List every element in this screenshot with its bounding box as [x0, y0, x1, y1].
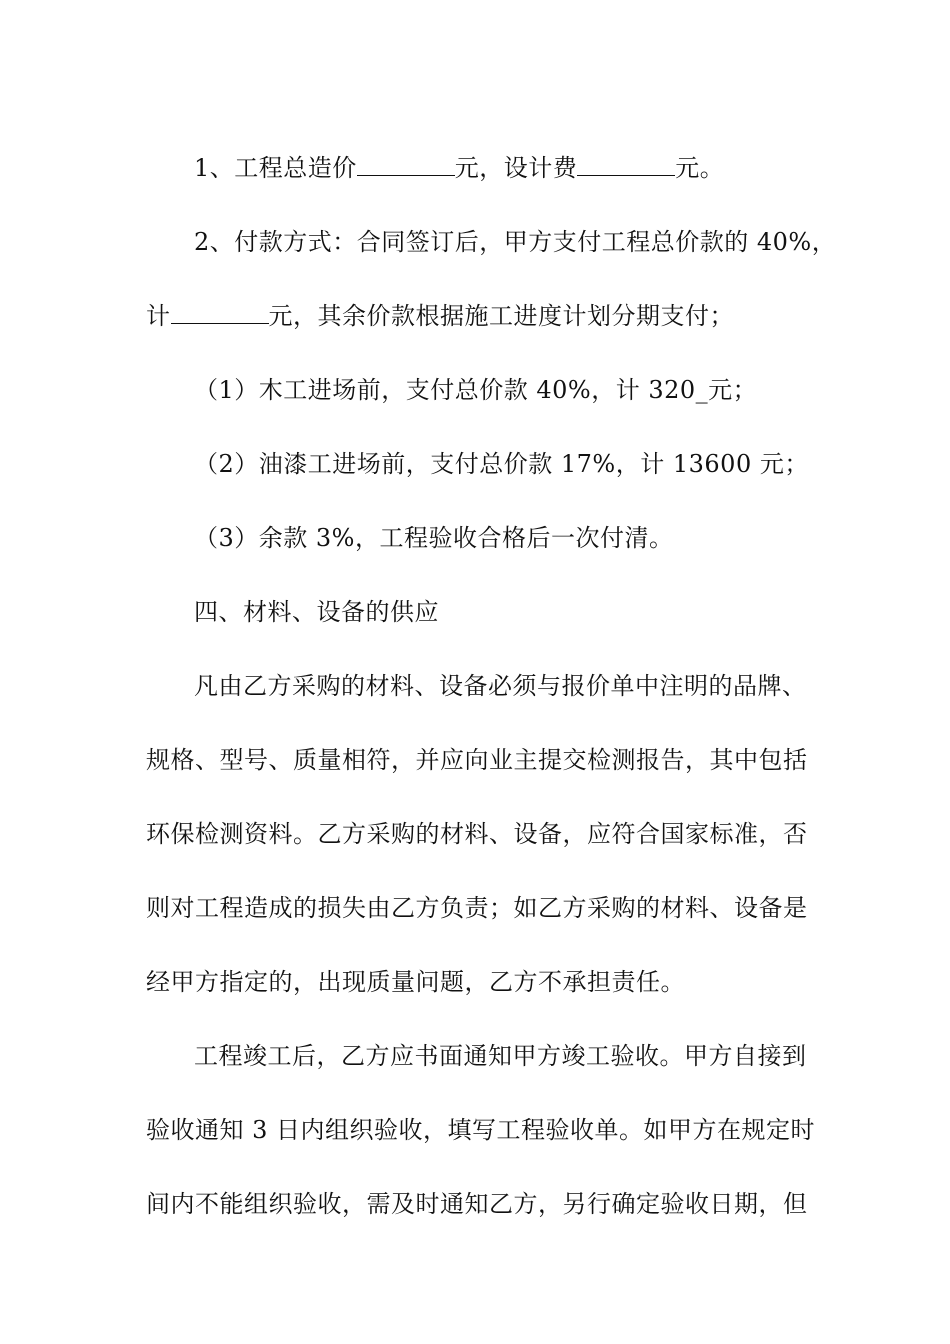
- acceptance-line-2: 验收通知 3 日内组织验收，填写工程验收单。如甲方在规定时: [146, 1116, 816, 1144]
- section-heading-materials: 四、材料、设备的供应: [194, 598, 439, 626]
- payment-amount-label: 计: [146, 302, 171, 330]
- design-fee-unit: 元。: [675, 154, 725, 182]
- total-cost-label: 1、工程总造价: [194, 154, 357, 182]
- payment-stage-1: （1）木工进场前，支付总价款 40%，计 320_元；: [194, 376, 758, 404]
- payment-stage-2: （2）油漆工进场前，支付总价款 17%，计 13600 元；: [194, 450, 809, 478]
- payment-remainder-text: 元，其余价款根据施工进度计划分期支付；: [268, 302, 734, 330]
- materials-line-1: 凡由乙方采购的材料、设备必须与报价单中注明的品牌、: [194, 672, 807, 700]
- payment-method-line: 2、付款方式：合同签订后，甲方支付工程总价款的 40%，: [194, 228, 837, 256]
- design-fee-label: 元，设计费: [454, 154, 578, 182]
- total-cost-blank: [357, 155, 455, 176]
- materials-line-5: 经甲方指定的，出现质量问题，乙方不承担责任。: [146, 968, 685, 996]
- acceptance-line-1: 工程竣工后，乙方应书面通知甲方竣工验收。甲方自接到: [194, 1042, 807, 1070]
- materials-line-2: 规格、型号、质量相符，并应向业主提交检测报告，其中包括: [146, 746, 808, 774]
- total-cost-line: [146, 131, 808, 205]
- acceptance-line-3: 间内不能组织验收，需及时通知乙方，另行确定验收日期，但: [146, 1190, 808, 1218]
- design-fee-blank: [577, 155, 675, 176]
- materials-line-3: 环保检测资料。乙方采购的材料、设备，应符合国家标准，否: [146, 820, 808, 848]
- payment-stage-3: （3）余款 3%，工程验收合格后一次付清。: [194, 524, 674, 552]
- materials-line-4: 则对工程造成的损失由乙方负责；如乙方采购的材料、设备是: [146, 894, 808, 922]
- payment-amount-line: [146, 279, 808, 353]
- payment-amount-blank: [171, 303, 269, 324]
- document-body: [146, 131, 837, 1241]
